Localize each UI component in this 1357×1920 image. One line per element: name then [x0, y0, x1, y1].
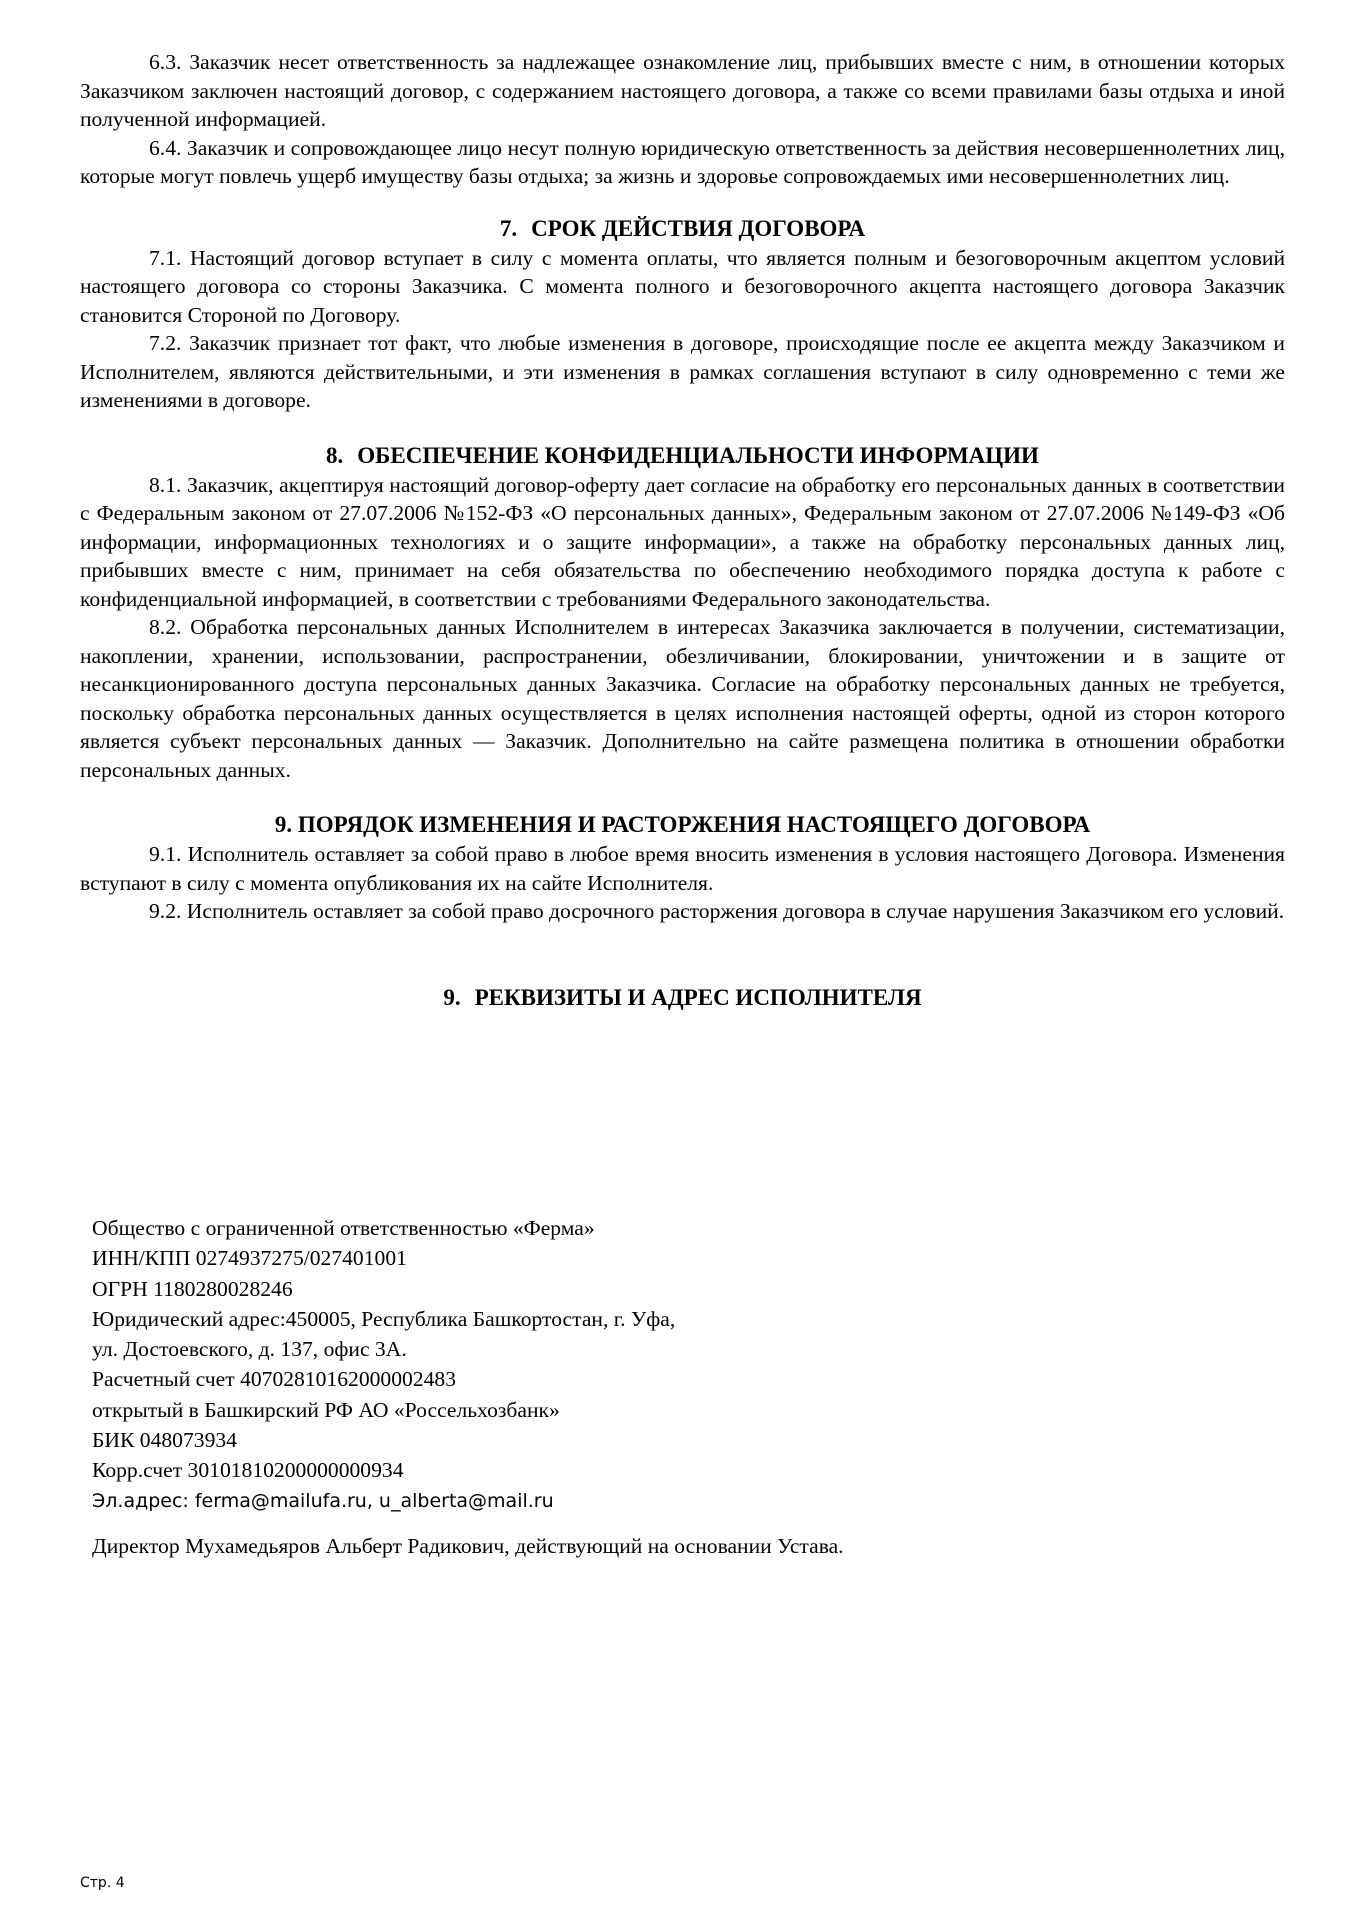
paragraph-8-2: 8.2. Обработка персональных данных Исполнителем в интересах Заказчика заключается в получении, систематизации, накоплении, хранении, использовании, распространении, обезличивании, блокировании, уничтожении и в защите от несанкционированного доступа персональных данных Заказчика. Согласие на обработку персональных данных не требуется, поскольку обработка персональных данных осуществляется в целях исполнения настоящей оферты, одной из сторон которого является субъект персональных данных — Заказчик. Дополнительно на сайте размещена политика в отношении обработки персональных данных.	[80, 615, 1285, 782]
requisites-block	[92, 1213, 675, 1516]
correspondent-account: Корр.счет 30101810200000000934	[92, 1458, 404, 1483]
requisites-title	[80, 983, 1285, 1013]
bik: БИК 048073934	[92, 1428, 237, 1453]
bank-account: Расчетный счет 40702810162000002483	[92, 1367, 457, 1392]
section-7-title	[80, 214, 1285, 244]
section-9-title: 9. ПОРЯДОК ИЗМЕНЕНИЯ И РАСТОРЖЕНИЯ НАСТОЯЩЕГО ДОГОВОРА	[274, 812, 1091, 837]
company-name: Общество с ограниченной ответственностью «Ферма»	[92, 1216, 595, 1240]
paragraph-8-1: 8.1. Заказчик, акцептируя настоящий договор-оферту дает согласие на обработку его персональных данных в соответствии с Федеральным законом от 27.07.2006 №152-ФЗ «О персональных данных», Федеральным законом от 27.07.2006 №149-ФЗ «Об информации, информационных технологиях и о защите информации», а также на обработку персональных данных лиц, прибывших вместе с ним, принимает на себя обязательства по обеспечению необходимого порядка доступа к работе с конфиденциальной информацией, в соответствии с требованиями Федерального законодательства.	[80, 472, 1285, 611]
document-page	[80, 48, 1285, 1013]
page-number: Стр. 4	[80, 1875, 125, 1891]
paragraph-7-1: 7.1. Настоящий договор вступает в силу с момента оплаты, что является полным и безоговорочным акцептом условий настоящего договора со стороны Заказчика. С момента полного и безоговорочного акцепта настоящего договора Заказчик становится Стороной по Договору.	[80, 245, 1285, 327]
legal-address-line-1: Юридический адрес:450005, Республика Башкортостан, г. Уфа,	[92, 1306, 676, 1331]
paragraph-9-1: 9.1. Исполнитель оставляет за собой право в любое время вносить изменения в условия настоящего Договора. Изменения вступают в силу с момента опубликования их на сайте Исполнителя.	[80, 842, 1285, 895]
paragraph-6-3: 6.3. Заказчик несет ответственность за надлежащее ознакомление лиц, прибывших вместе с ним, в отношении которых Заказчиком заключен настоящий договор, с содержанием настоящего договора, а также со всеми правилами базы отдыха и иной полученной информацией.	[80, 50, 1285, 131]
paragraph-6-4: 6.4. Заказчик и сопровождающее лицо несут полную юридическую ответственность за действия несовершеннолетних лиц, которые могут повлечь ущерб имуществу базы отдыха; за жизнь и здоровье сопровождаемых ими несовершеннолетних лиц.	[80, 135, 1285, 188]
director-line: Директор Мухамедьяров Альберт Радикович, действующий на основании Устава.	[92, 1534, 844, 1558]
email-addresses: Эл.адрес: ferma@mailufa.ru, u_alberta@mail.ru	[92, 1489, 554, 1512]
paragraph-9-2: 9.2. Исполнитель оставляет за собой право досрочного расторжения договора в случае нарушения Заказчиком его условий.	[149, 899, 1285, 923]
section-8-title-text: ОБЕСПЕЧЕНИЕ КОНФИДЕНЦИАЛЬНОСТИ ИНФОРМАЦИИ	[357, 442, 1039, 468]
requisites-number: 9.	[443, 984, 461, 1010]
paragraph-7-2: 7.2. Заказчик признает тот факт, что любые изменения в договоре, происходящие после ее акцепта между Заказчиком и Исполнителем, являются действительными, и эти изменения в рамках соглашения вступают в силу одновременно с теми же изменениями в договоре.	[80, 331, 1285, 412]
section-8-title	[80, 441, 1285, 471]
bank-name: открытый в Башкирский РФ АО «Россельхозбанк»	[92, 1397, 560, 1422]
ogrn: ОГРН 1180280028246	[92, 1276, 293, 1301]
section-7-number: 7.	[499, 215, 518, 241]
inn-kpp: ИНН/КПП 0274937275/027401001	[92, 1246, 407, 1271]
section-8-number: 8.	[326, 442, 344, 468]
legal-address-line-2: ул. Достоевского, д. 137, офис 3А.	[92, 1337, 407, 1362]
section-7-title-text: СРОК ДЕЙСТВИЯ ДОГОВОРА	[531, 215, 866, 241]
requisites-title-text: РЕКВИЗИТЫ И АДРЕС ИСПОЛНИТЕЛЯ	[474, 984, 922, 1010]
